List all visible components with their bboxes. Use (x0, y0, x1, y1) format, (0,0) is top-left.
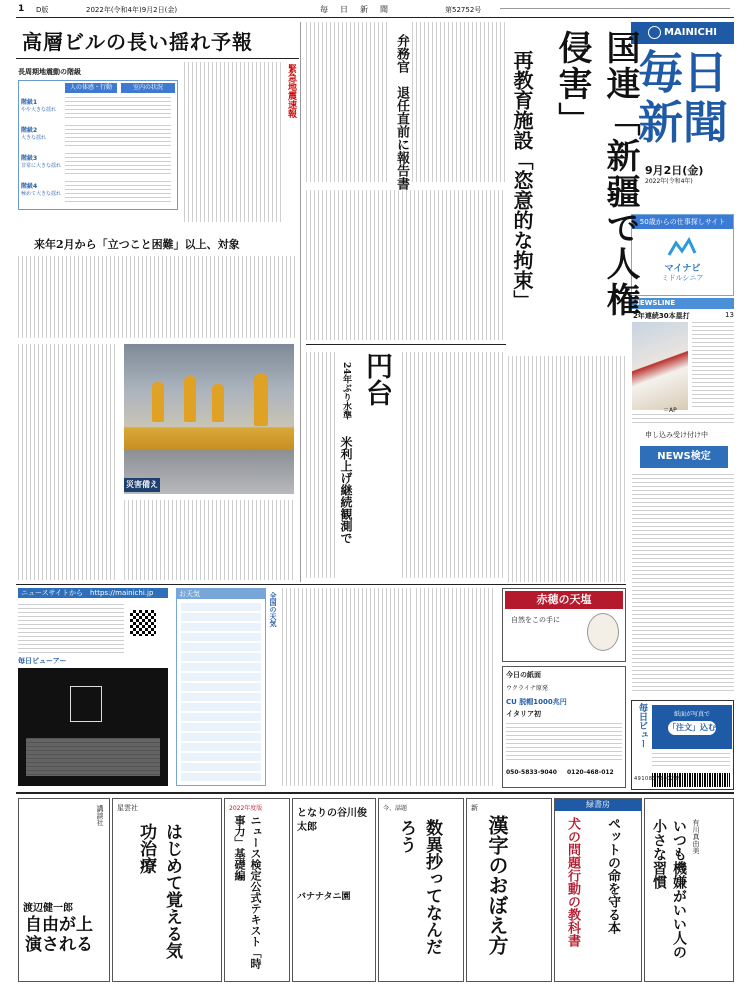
quake-tag: 緊急地震速報 (286, 64, 296, 118)
mynavi-sub: ミドルシニア (661, 274, 704, 282)
newsline-num: 13 (725, 311, 734, 319)
yen-sub2: 米利上げ継続観測で (339, 436, 353, 544)
promo-vertical: 毎日ビュー (637, 703, 647, 748)
table-col2: 室内の状況 (121, 83, 175, 93)
table-row: 階級1 やや大きな揺れ (21, 97, 175, 123)
ad-subtitle: バナナタニ園 (297, 892, 351, 902)
lead-subhead-2: 弁務官 退任直前に報告書 (394, 34, 409, 190)
quake-article-text (184, 62, 282, 222)
ad-title: いつも機嫌がいい人の小さな習慣 (651, 819, 687, 959)
quake-subhead: 来年2月から「立つこと困難」以上、対象 (34, 238, 240, 251)
lead-subhead: 再教育施設「恣意的な拘束」 (510, 50, 534, 310)
newsline-bar: NEWSLINE (631, 298, 734, 309)
issue-era: 2022年(令和4年) (645, 178, 693, 185)
yen-article-text-2 (402, 352, 506, 578)
ad-kanji[interactable] (466, 798, 552, 982)
ad-pet[interactable] (554, 798, 642, 982)
page-number: 1 (18, 4, 25, 14)
issue-date: 9月2日(金) (645, 164, 704, 177)
ad-mainichi-books[interactable] (644, 798, 734, 982)
weather-table (181, 603, 261, 783)
logo-label: MAINICHI (664, 27, 717, 38)
barcode-number: 4910837500229 (634, 776, 682, 782)
ad-kodansha[interactable] (18, 798, 110, 982)
lead-article-text (306, 22, 390, 182)
qr-code-icon[interactable] (130, 610, 156, 636)
ad-label: 新 (471, 804, 478, 812)
ad-tannisho[interactable] (378, 798, 464, 982)
weather-label: お天気 (177, 589, 265, 599)
salt-ad (502, 588, 626, 662)
today-box (502, 666, 626, 788)
today-title: 今日の紙面 (506, 671, 541, 679)
edition-label: D版 (36, 6, 49, 14)
quake-article-text-4 (124, 500, 294, 580)
paper-title: 毎日新聞 (637, 46, 728, 149)
news-site-bar[interactable] (18, 588, 168, 598)
lower-rule (16, 584, 626, 585)
ad-title: ニュース検定公式テキスト「時事力」基礎編 (233, 815, 262, 969)
lower-article-text (282, 588, 412, 786)
newsline-text (692, 322, 734, 410)
ad-tanikawa[interactable] (292, 798, 376, 982)
logo-banner (631, 22, 734, 44)
news-kentei-logo[interactable]: NEWS検定 (640, 446, 728, 468)
ad-jijiryoku[interactable] (224, 798, 290, 982)
lead-article-text-2 (412, 22, 506, 182)
table-row: 階級3 非常に大きな揺れ (21, 153, 175, 179)
lead-article-text-3 (306, 190, 506, 340)
news-site-label: ニュースサイトから (21, 589, 84, 597)
ad-seiunsha[interactable] (112, 798, 222, 982)
yen-sub1: 24年ぶり水準 (341, 362, 351, 420)
ad-publisher: 星雲社 (117, 804, 138, 812)
salt-title: 赤穂の天塩 (505, 591, 623, 609)
recruit-title: 50歳からの仕事探しサイト (632, 215, 733, 229)
salt-sub: 自然をこの手に (511, 616, 560, 624)
ad-strip-rule (16, 792, 734, 794)
recruit-ad[interactable] (631, 214, 734, 296)
mynavi-label: マイナビ (664, 264, 701, 274)
phone-2: 0120-468-012 (567, 769, 614, 776)
today-item[interactable]: イタリア初 (506, 710, 541, 718)
issue-number: 第52752号 (445, 6, 482, 14)
phone-1: 050-5833-9040 (506, 769, 557, 776)
lower-article-text-2 (416, 588, 496, 786)
section-rule (306, 344, 506, 345)
quake-table-title: 長周期地震動の階級 (18, 68, 81, 76)
weather-map-label: 全国の天気 (269, 592, 277, 627)
today-item[interactable]: CU 脱帽1000兆円 (506, 698, 567, 706)
ad-title: 自由が上演される (25, 915, 93, 955)
yen-headline: 円台 (361, 352, 392, 406)
ad-title: はじめて覚える気功治療 (136, 823, 182, 959)
date-line: 2022年(令和4年)9月2日(金) (86, 6, 178, 14)
publisher-info (500, 5, 730, 13)
ad-publisher: 緑書房 (555, 799, 641, 811)
ad-title-2: 犬の問題行動の教科書 (565, 817, 580, 947)
table-col1: 人の体感・行動 (65, 83, 117, 93)
ad-author: 有川真由美 (692, 819, 700, 854)
quake-headline: 高層ビルの長い揺れ予報 (22, 30, 253, 54)
mynavi-logo-icon (667, 237, 697, 257)
photo-caption-tag: 災害備え (124, 478, 160, 492)
ad-title: となりの谷川俊太郎 (297, 808, 367, 833)
weather-box (176, 588, 266, 786)
promo-text (652, 753, 730, 769)
today-list (506, 723, 622, 763)
photo-credit: ＝AP (663, 407, 677, 414)
salt-bag-icon (587, 613, 619, 651)
viewer-label[interactable]: 毎日ビューアー (18, 657, 67, 665)
newsline-item[interactable]: 2年連続30本塁打 (633, 312, 690, 320)
quake-rule (16, 58, 299, 59)
today-item[interactable]: ウクライナ原発 (506, 685, 548, 692)
ad-title: 数異抄ってなんだろう (396, 819, 442, 955)
globe-icon (648, 26, 661, 39)
table-row: 階級2 大きな揺れ (21, 125, 175, 151)
quake-article-text-3 (18, 344, 118, 580)
apply-note: 申し込み受け付け中 (645, 431, 708, 439)
news-site-text (18, 604, 124, 654)
kentei-article-text (632, 474, 734, 694)
table-row: 階級4 極めて大きな揺れ (21, 181, 175, 207)
ad-publisher: 今、話題 (383, 805, 408, 812)
paper-name-small: 毎 日 新 聞 (320, 5, 390, 14)
masthead-rule (16, 17, 734, 18)
disaster-drill-photo (124, 344, 294, 494)
book-ad (18, 668, 168, 786)
ad-author: 渡辺健一郎 (23, 903, 73, 914)
quake-level-table (18, 80, 178, 210)
ad-title: 漢字のおぼえ方 (485, 815, 509, 955)
newsline-text-2 (632, 414, 734, 426)
promo-banner: 紙面が写真で 「注文」込む (652, 705, 732, 749)
masthead-logo-block (631, 22, 734, 190)
quake-article-text-2 (18, 256, 298, 338)
lead-article-text-4 (508, 356, 628, 582)
ad-title: ペットの命を守る本 (605, 817, 620, 934)
ad-publisher: 講談社 (96, 805, 104, 826)
column-divider (300, 22, 301, 582)
lead-headline: 国連「新疆で人権侵害」 (552, 30, 640, 318)
yen-article-text (306, 352, 336, 578)
ad-edition: 2022年度版 (229, 805, 263, 812)
news-site-url[interactable]: https://mainichi.jp (90, 589, 154, 597)
